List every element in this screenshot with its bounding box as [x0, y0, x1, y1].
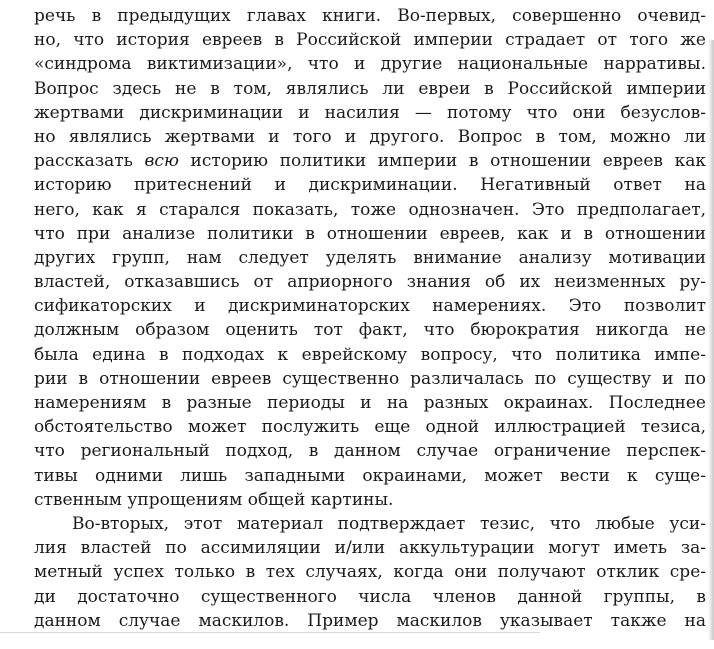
divider	[0, 632, 540, 633]
text-line: речь в предыдущих главах книги. Во-первых, совершенно очевид-	[34, 6, 706, 26]
text-line: но являлись жертвами и того и другого. Вопрос в том, можно ли	[34, 126, 706, 147]
text-line: ди достаточно существенного числа членов данной группы, в	[34, 586, 706, 607]
text-segment: историю политики империи в отношении евреев как	[178, 151, 706, 172]
text-line: лия властей по ассимиляции и/или аккультурации могут иметь за-	[34, 538, 706, 559]
text-line: была едина в подходах к еврейскому вопросу, что политика импе-	[34, 344, 706, 365]
text-line: метный успех только в тех случаях, когда они получают отклик сре-	[34, 562, 706, 583]
text-line: других групп, нам следует уделять внимание анализу мотивации	[34, 247, 706, 268]
page-gutter-shadow	[708, 40, 714, 640]
text-line: тивы одними лишь западными окраинами, может вести к суще-	[34, 465, 706, 486]
text-segment: рассказать	[34, 151, 145, 172]
text-line: Вопрос здесь не в том, являлись ли евреи в Российской империи	[34, 78, 706, 99]
text-line: но, что история евреев в Российской империи страдает от того же	[34, 30, 706, 51]
italic-emphasis: всю	[144, 151, 179, 172]
text-line: что при анализе политики в отношении евреев, как и в отношении	[34, 223, 706, 244]
text-line: обстоятельство может послужить еще одной иллюстрацией тезиса,	[34, 417, 706, 438]
text-line: него, как я старался показать, тоже однозначен. Это предполагает,	[34, 199, 706, 220]
text-line-paragraph-end: ственным упрощениям общей картины.	[34, 489, 394, 510]
page-crop-edge	[0, 633, 714, 649]
body-text	[34, 4, 706, 633]
text-line: историю притеснений и дискриминации. Негативный ответ на	[34, 175, 706, 196]
text-line: жертвами дискриминации и насилия — потому что они безуслов-	[34, 102, 706, 123]
text-line: сификаторских и дискриминаторских намерениях. Это позволит	[34, 296, 706, 317]
text-line: что региональный подход, в данном случае ограничение перспек-	[34, 441, 706, 462]
text-line-with-italic	[34, 149, 706, 173]
text-line: «синдрома виктимизации», что и другие национальные нарративы.	[34, 54, 706, 75]
text-line: намерениям в разные периоды и на разных окраинах. Последнее	[34, 393, 706, 413]
text-line-paragraph-start: Во-вторых, этот материал подтверждает тезис, что любые уси-	[72, 513, 706, 534]
text-line: властей, отказавшись от априорного знания об их неизменных ру-	[34, 272, 706, 293]
text-line: рии в отношении евреев существенно различалась по существу и по	[34, 368, 706, 389]
text-line-cropped: данном случае маскилов. Пример маскилов указывает также на	[34, 610, 706, 631]
text-line: должным образом оценить тот факт, что бюрократия никогда не	[34, 320, 706, 341]
